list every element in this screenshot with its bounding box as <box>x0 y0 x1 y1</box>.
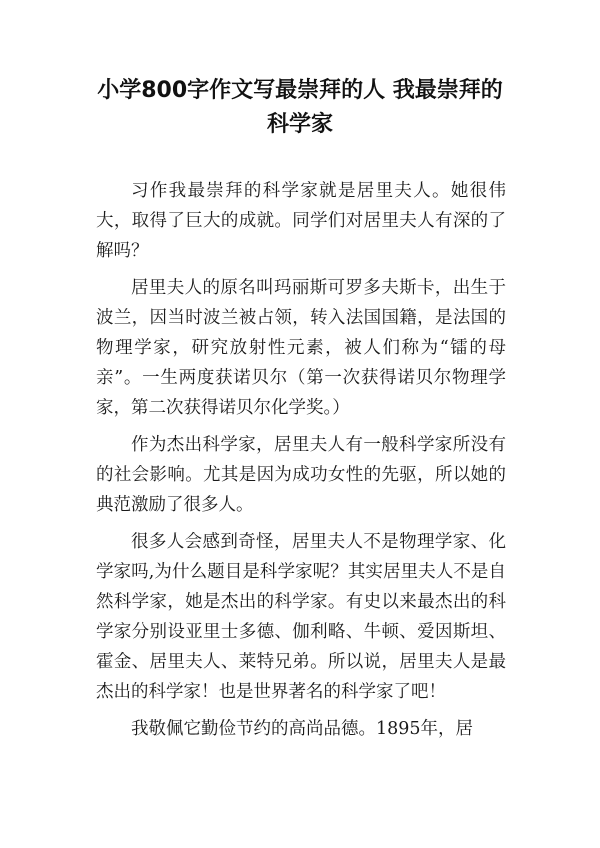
paragraph-3: 作为杰出科学家，居里夫人有一般科学家所没有的社会影响。尤其是因为成功女性的先驱，所以她的典范激励了很多人。 <box>96 435 506 515</box>
paragraph-2: 居里夫人的原名叫玛丽斯可罗多夫斯卡，出生于波兰，因当时波兰被占领，转入法国国籍，是法国的物理学家，研究放射性元素，被人们称为“镭的母亲”。一生两度获诺贝尔（第一次获得诺贝尔物理学家，第二次获得诺贝尔化学奖。） <box>96 278 506 418</box>
document-body <box>96 176 506 751</box>
paragraph-4: 很多人会感到奇怪，居里夫人不是物理学家、化学家吗,为什么题目是科学家呢？其实居里夫人不是自然科学家，她是杰出的科学家。有史以来最杰出的科学家分别设亚里士多德、伽利略、牛顿、爱因斯坦、霍金、居里夫人、莱特兄弟。所以说，居里夫人是最杰出的科学家！也是世界著名的科学家了吧！ <box>96 532 506 702</box>
document-title: 小学800字作文写最崇拜的人 我最崇拜的科学家 <box>97 78 503 137</box>
paragraph-5: 我敬佩它勤俭节约的高尚品德。1895年，居 <box>131 719 474 739</box>
paragraph-1: 习作我最崇拜的科学家就是居里夫人。她很伟大，取得了巨大的成就。同学们对居里夫人有深的了解吗？ <box>96 181 506 261</box>
